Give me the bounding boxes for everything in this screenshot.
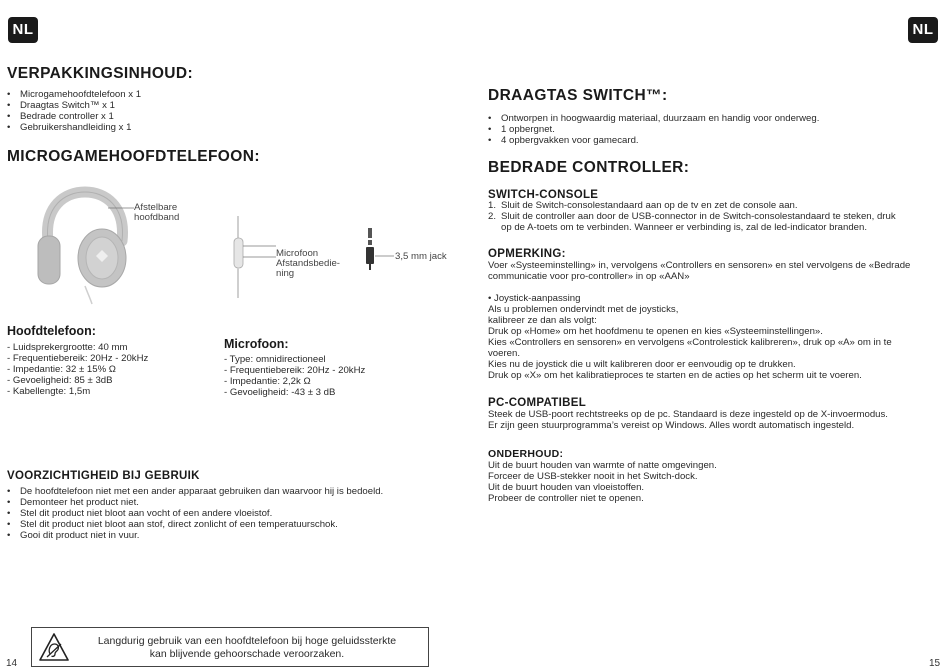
maintenance-text: Uit de buurt houden van warmte of natte omgevingen. Forceer de USB-stekker nooit in het Switch-dock. Uit de buurt houden van vloeistoffen. Probeer de controller niet te openen.: [488, 460, 717, 504]
hearing-warning-box: [31, 627, 429, 667]
list-item: • Ontworpen in hoogwaardig materiaal, duurzaam en handig voor onderweg.: [488, 113, 928, 124]
headband-label: Afstelbare hoofdband: [134, 202, 180, 223]
list-item: • Gebruikershandleiding x 1: [7, 122, 307, 133]
caution-title: VOORZICHTIGHEID BIJ GEBRUIK: [7, 470, 200, 482]
warning-line: Langdurig gebruik van een hoofdtelefoon bij hoge geluidssterkte: [97, 635, 397, 647]
list-item: • 1 opbergnet.: [488, 124, 928, 135]
spec-line: - Impedantie: 2,2k Ω: [224, 376, 311, 387]
step-item: 1. Sluit de Switch-consolestandaard aan op de tv en zet de console aan.: [488, 200, 798, 211]
list-item: • Microgamehoofdtelefoon x 1: [7, 89, 307, 100]
microphone-cable-illustration: [226, 212, 276, 300]
list-item: • Stel dit product niet bloot aan stof, direct zonlicht of een temperatuurschok.: [7, 519, 457, 530]
list-item: • Bedrade controller x 1: [7, 111, 307, 122]
page-number-left: 14: [6, 658, 18, 669]
spec-line: - Gevoeligheid: 85 ± 3dB: [7, 375, 113, 386]
language-badge-right: NL: [908, 17, 938, 43]
page-number-right: 15: [929, 658, 941, 669]
list-item: • 4 opbergvakken voor gamecard.: [488, 135, 928, 146]
caution-list: [7, 486, 457, 541]
spec-line: - Frequentiebereik: 20Hz - 20kHz: [7, 353, 149, 364]
jack-label: 3,5 mm jack: [395, 251, 447, 262]
switch-console-steps: [488, 200, 943, 233]
headphone-spec-title: Hoofdtelefoon:: [7, 324, 96, 338]
microphone-spec-list: [224, 354, 365, 398]
remote-label: Afstandsbedie- ning: [276, 258, 340, 279]
spec-line: - Gevoeligheid: -43 ± 3 dB: [224, 387, 336, 398]
list-item: • Stel dit product niet bloot aan vocht of een andere vloeistof.: [7, 508, 457, 519]
spec-line: - Type: omnidirectioneel: [224, 354, 326, 365]
warning-line: kan blijvende gehoorschade veroorzaken.: [149, 648, 345, 660]
bag-title: DRAAGTAS SWITCH™:: [488, 87, 668, 104]
list-item: • Gooi dit product niet in vuur.: [7, 530, 457, 541]
joystick-calibration-text: • Joystick-aanpassing Als u problemen ondervindt met de joysticks, kalibreer ze dan als volgt: Druk op «Home» om het hoofdmenu te openen en kies «Systeeminstellingen». Kies «Controllers en sensoren» en vervolgens «Controlestick kalibreren», druk op «A» om in te voeren. Kies nu de joystick die u wilt kalibreren door er eenvoudig op te drukken. Druk op «X» om het kalibratieproces te starten en de acties op het scherm uit te voeren.: [488, 293, 892, 381]
package-contents-title: VERPAKKINGSINHOUD:: [7, 65, 194, 82]
hearing-warning-icon: [38, 632, 70, 662]
pc-compatible-text: Steek de USB-poort rechtstreeks op de pc. Standaard is deze ingesteld op de X-invoermodus. Er zijn geen stuurprogramma’s vereist op Windows. Alles wordt automatisch ingesteld.: [488, 409, 888, 431]
language-badge-left: NL: [8, 17, 38, 43]
headphone-spec-list: [7, 342, 148, 397]
package-contents-list: [7, 89, 307, 133]
jack-plug-icon: [360, 226, 394, 270]
bag-list: [488, 113, 928, 146]
callout-line: [108, 200, 134, 214]
spec-line: - Kabellengte: 1,5m: [7, 386, 91, 397]
switch-console-title: SWITCH-CONSOLE: [488, 189, 599, 201]
controller-title: BEDRADE CONTROLLER:: [488, 159, 690, 176]
note-title: OPMERKING:: [488, 248, 566, 260]
list-item: • De hoofdtelefoon niet met een ander apparaat gebruiken dan waarvoor hij is bedoeld.: [7, 486, 457, 497]
maintenance-title: ONDERHOUD:: [488, 448, 564, 460]
note-text: Voer «Systeeminstelling» in, vervolgens «Controllers en sensoren» en stel vervolgens de «Bedrade communicatie voor pro-controller» in op «AAN»: [488, 260, 911, 282]
pc-compatible-title: PC-COMPATIBEL: [488, 397, 587, 409]
headset-title: MICROGAMEHOOFDTELEFOON:: [7, 148, 260, 165]
spec-line: - Impedantie: 32 ± 15% Ω: [7, 364, 116, 375]
spec-line: - Luidsprekergrootte: 40 mm: [7, 342, 128, 353]
spec-line: - Frequentiebereik: 20Hz - 20kHz: [224, 365, 366, 376]
microphone-spec-title: Microfoon:: [224, 337, 289, 351]
list-item: • Draagtas Switch™ x 1: [7, 100, 307, 111]
step-item: 2. Sluit de controller aan door de USB-connector in de Switch-consolestandaard te steken, druk op de A-toets om te verbinden. Wanneer er verbinding is, zal de led-indicator branden.: [488, 211, 896, 233]
microphone-label: Microfoon: [276, 248, 319, 259]
list-item: • Demonteer het product niet.: [7, 497, 457, 508]
